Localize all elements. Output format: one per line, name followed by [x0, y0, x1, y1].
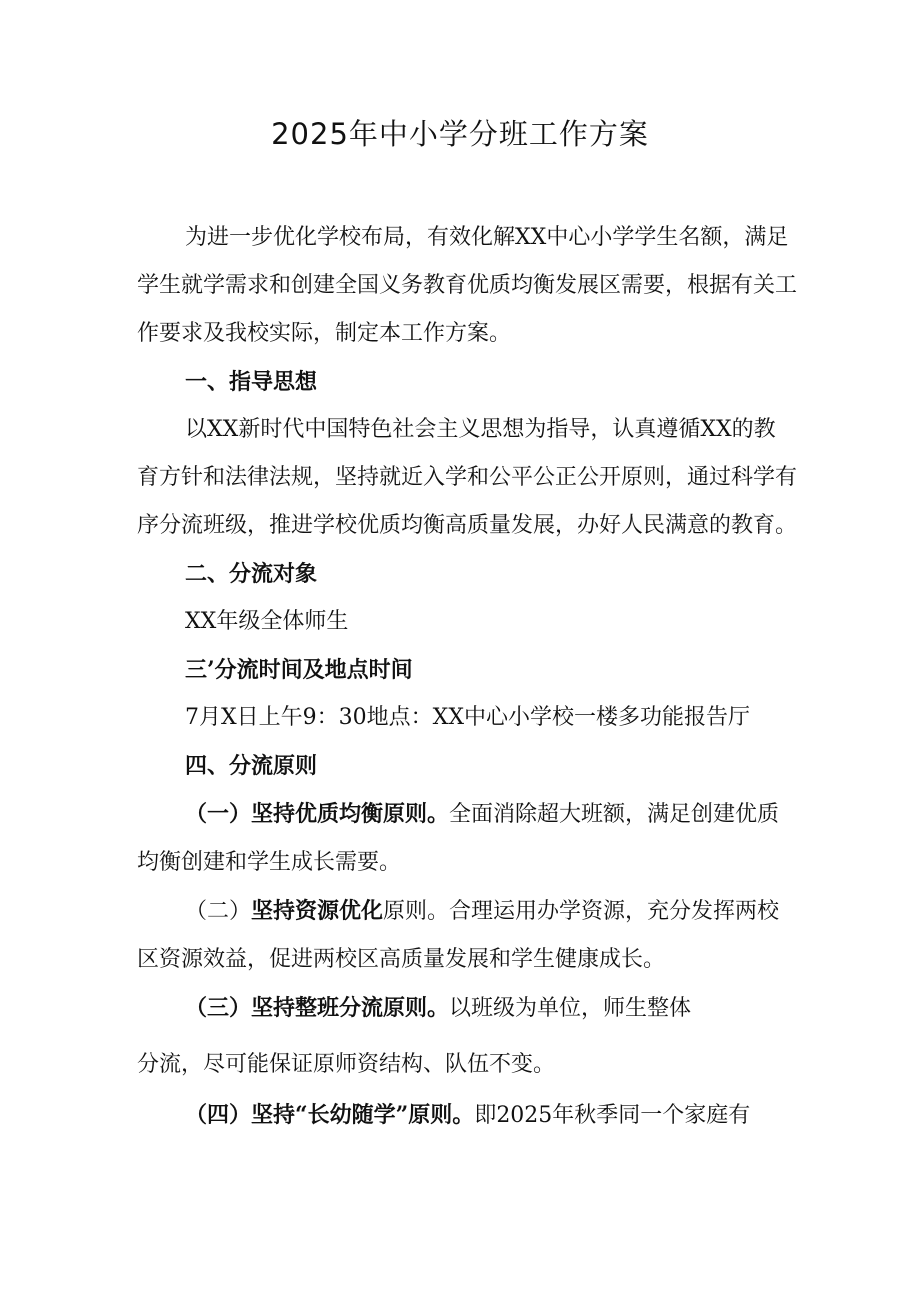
principle-4-paragraph: [137, 1091, 797, 1140]
document-body: [137, 214, 797, 1140]
intro-paragraph: 为进一步优化学校布局，有效化解XX中心小学学生名额，满足学生就学需求和创建全国义务教育优质均衡发展区需要，根据有关工作要求及我校实际，制定本工作方案。: [137, 225, 798, 346]
principle-2-paragraph: [137, 887, 797, 984]
section-heading-time-place: 三’分流时间及地点时间: [185, 657, 413, 683]
principle-2-lead-normal: （二）: [185, 899, 252, 924]
section-heading-guiding-ideology: 一、指导思想: [185, 369, 318, 395]
target-paragraph: XX年级全体师生: [185, 609, 349, 634]
principle-4-text: 即2025年秋季同一个家庭有: [474, 1103, 751, 1128]
section-heading-target: 二、分流对象: [185, 561, 318, 587]
principle-3-continuation: 分流，尽可能保证原师资结构、队伍不变。: [137, 1052, 556, 1077]
principle-3-lead: （三）坚持整班分流原则。: [185, 995, 450, 1021]
principle-3-text-line1: 以班级为单位，师生整体: [449, 996, 692, 1021]
principle-1-lead: （一）坚持优质均衡原则。: [185, 801, 450, 827]
principle-4-lead: （四）坚持“长幼随学”原则。: [185, 1102, 475, 1128]
guiding-ideology-paragraph: 以XX新时代中国特色社会主义思想为指导，认真遵循XX的教育方针和法律法规，坚持就近入学和公平公正公开原则，通过科学有序分流班级，推进学校优质均衡高质量发展，办好人民满意的教育。: [137, 417, 798, 538]
principle-1-text: 全面消除超大班额，满足创建优质均衡创建和学生成长需要。: [137, 802, 780, 875]
section-heading-principles: 四、分流原则: [185, 753, 318, 779]
document-title: 2025年中小学分班工作方案: [271, 117, 649, 151]
principle-2-lead-bold: 坚持资源优化: [251, 898, 384, 924]
principle-3-paragraph: [137, 984, 797, 1033]
principle-2-text: 原则。合理运用办学资源，充分发挥两校区资源效益，促进两校区高质量发展和学生健康成长。: [137, 899, 780, 972]
time-place-paragraph: 7月X日上午9：30地点：XX中心小学校一楼多功能报告厅: [185, 705, 750, 730]
principle-1-paragraph: [137, 790, 797, 887]
